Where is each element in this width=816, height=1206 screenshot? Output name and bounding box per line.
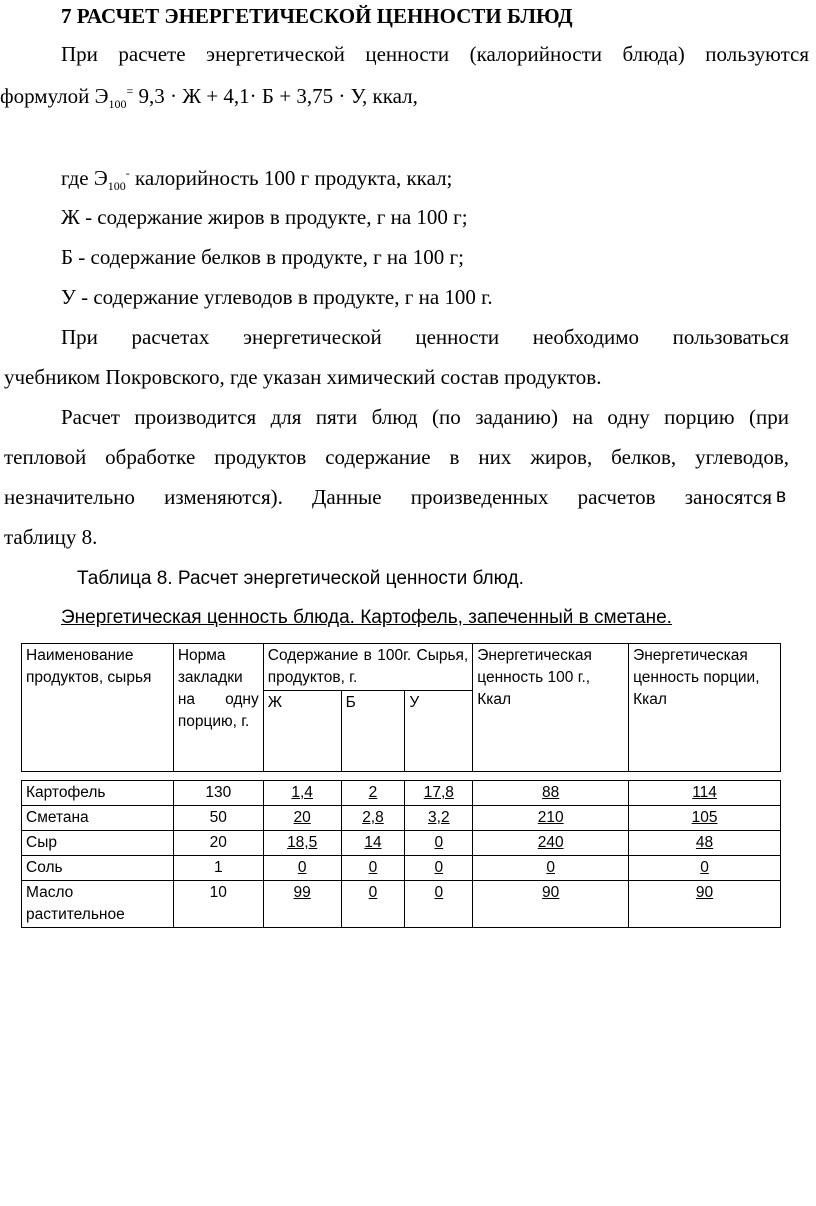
row-ep: 48 bbox=[629, 831, 781, 856]
row-b: 14 bbox=[341, 831, 405, 856]
row-zh: 99 bbox=[263, 881, 341, 928]
formula-sup: = bbox=[126, 84, 134, 98]
row-ep: 90 bbox=[629, 881, 781, 928]
row-b: 2,8 bbox=[341, 806, 405, 831]
formula-rest: 9,3 · Ж + 4,1· Б + 3,75 · У, ккал, bbox=[133, 84, 418, 108]
row-name: Сыр bbox=[22, 831, 174, 856]
legend-b: Б - содержание белков в продукте, г на 100 г; bbox=[61, 245, 464, 269]
row-name: Масло растительное bbox=[22, 881, 174, 928]
legend-e-sub: 100 bbox=[107, 179, 126, 194]
table-row bbox=[22, 856, 781, 881]
formula-sub: 100 bbox=[108, 97, 127, 112]
formula-prefix: формулой Э bbox=[0, 84, 109, 108]
row-ep: 105 bbox=[629, 806, 781, 831]
legend-u: У - содержание углеводов в продукте, г на 100 г. bbox=[61, 285, 493, 309]
legend-e-sup: - bbox=[125, 166, 130, 180]
legend-e-rest: калорийность 100 г продукта, ккал; bbox=[129, 166, 453, 190]
intro-line-1: При расчете энергетической ценности (калорийности блюда) пользуются bbox=[61, 42, 809, 66]
row-u: 0 bbox=[405, 831, 473, 856]
row-e100: 90 bbox=[473, 881, 629, 928]
row-e100: 0 bbox=[473, 856, 629, 881]
row-name: Сметана bbox=[22, 806, 174, 831]
formula-line bbox=[0, 84, 418, 112]
row-norm: 50 bbox=[173, 806, 263, 831]
row-name: Картофель bbox=[22, 781, 174, 806]
row-zh: 20 bbox=[263, 806, 341, 831]
row-norm: 130 bbox=[173, 781, 263, 806]
row-norm: 1 bbox=[173, 856, 263, 881]
row-ep: 0 bbox=[629, 856, 781, 881]
para2-line-1: При расчетах энергетической ценности необходимо пользоваться bbox=[61, 325, 789, 349]
header-norm: Норма закладки на одну порцию, г. bbox=[173, 644, 263, 772]
para3-line-2: тепловой обработке продуктов содержание в них жиров, белков, углеводов, bbox=[4, 445, 789, 469]
row-norm: 20 bbox=[173, 831, 263, 856]
legend-e bbox=[61, 166, 453, 194]
legend-zh: Ж - содержание жиров в продукте, г на 100 г; bbox=[61, 205, 468, 229]
header-u: У bbox=[405, 691, 473, 772]
row-zh: 0 bbox=[263, 856, 341, 881]
table-caption: Таблица 8. Расчет энергетической ценности блюд. bbox=[77, 568, 524, 589]
row-b: 0 bbox=[341, 881, 405, 928]
header-energy-portion: Энергетическая ценность порции, Ккал bbox=[629, 644, 781, 772]
section-heading: 7 РАСЧЕТ ЭНЕРГЕТИЧЕСКОЙ ЦЕННОСТИ БЛЮД bbox=[61, 4, 573, 28]
para2-line-2: учебником Покровского, где указан химический состав продуктов. bbox=[4, 365, 602, 389]
row-zh: 1,4 bbox=[263, 781, 341, 806]
energy-table bbox=[21, 643, 781, 928]
row-e100: 88 bbox=[473, 781, 629, 806]
header-content: Содержание в 100г. Сырья, продуктов, г. bbox=[263, 644, 473, 691]
row-b: 0 bbox=[341, 856, 405, 881]
row-u: 17,8 bbox=[405, 781, 473, 806]
header-name: Наименование продуктов, сырья bbox=[22, 644, 174, 772]
row-u: 3,2 bbox=[405, 806, 473, 831]
row-b: 2 bbox=[341, 781, 405, 806]
row-e100: 240 bbox=[473, 831, 629, 856]
legend-e-prefix: где Э bbox=[61, 166, 108, 190]
header-energy-100: Энергетическая ценность 100 г., Ккал bbox=[473, 644, 629, 772]
row-ep: 114 bbox=[629, 781, 781, 806]
para3-line-3: незначительно изменяются). Данные произведенных расчетов заносятся bbox=[4, 485, 772, 509]
row-e100: 210 bbox=[473, 806, 629, 831]
table-row bbox=[22, 781, 781, 806]
table-subtitle: Энергетическая ценность блюда. Картофель, запеченный в сметане. bbox=[61, 607, 672, 628]
row-norm: 10 bbox=[173, 881, 263, 928]
row-name: Соль bbox=[22, 856, 174, 881]
para3-line-1: Расчет производится для пяти блюд (по заданию) на одну порцию (при bbox=[61, 405, 789, 429]
para3-line-4: таблицу 8. bbox=[4, 525, 98, 549]
table-row bbox=[22, 806, 781, 831]
table-row bbox=[22, 831, 781, 856]
row-zh: 18,5 bbox=[263, 831, 341, 856]
row-u: 0 bbox=[405, 856, 473, 881]
table-row bbox=[22, 881, 781, 928]
header-zh: Ж bbox=[263, 691, 341, 772]
para3-line-3-end: в bbox=[776, 486, 787, 507]
header-b: Б bbox=[341, 691, 405, 772]
row-u: 0 bbox=[405, 881, 473, 928]
